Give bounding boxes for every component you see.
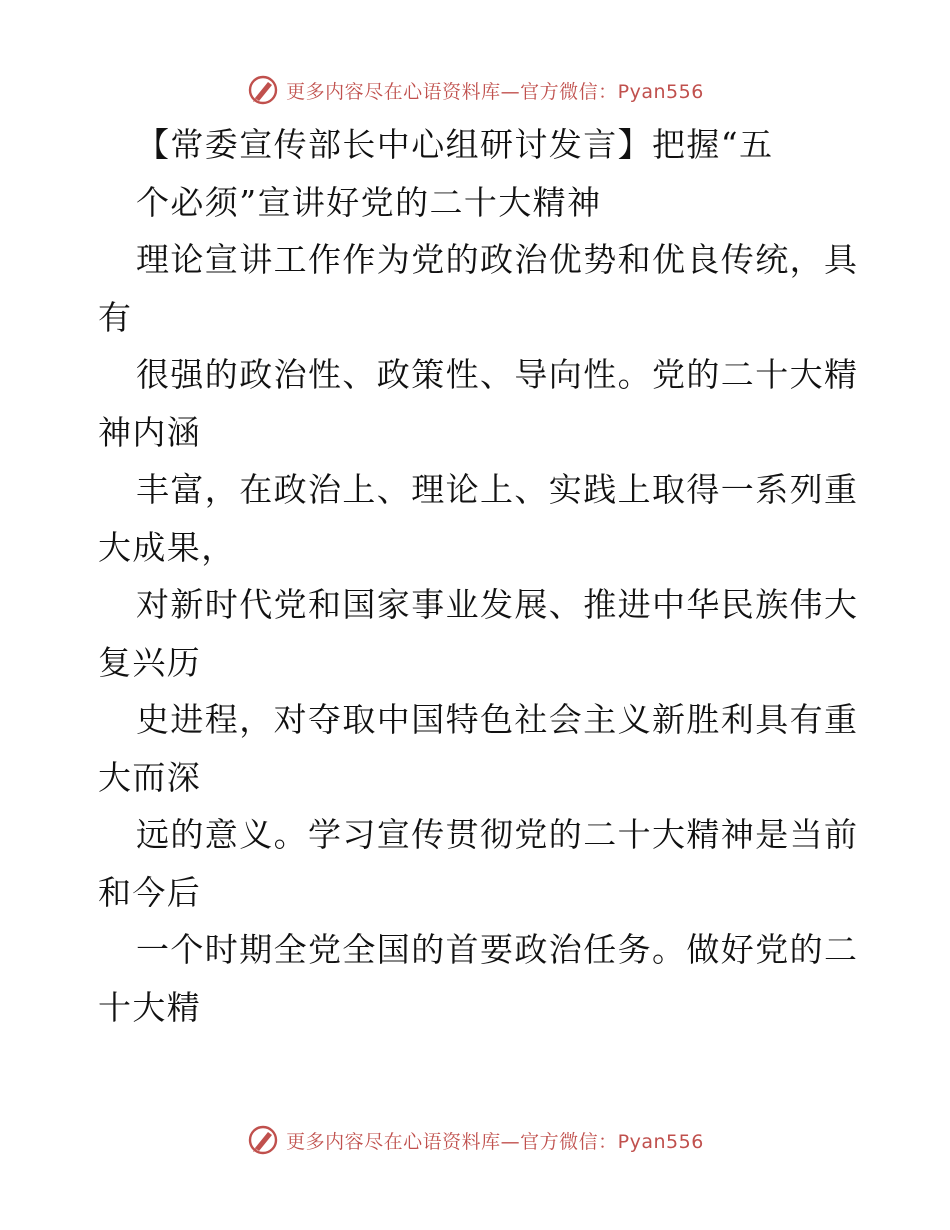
text-line: 很强的政治性、政策性、导向性。党的二十大精 (136, 355, 859, 394)
pen-logo-icon (246, 73, 280, 107)
text-line: 个必须”宣讲好党的二十大精神 (136, 182, 602, 222)
text-line: 史进程，对夺取中国特色社会主义新胜利具有重 (136, 700, 859, 739)
watermark-text: 更多内容尽在心语资料库—官方微信：Pyan556 (286, 80, 704, 103)
footer-watermark (0, 1120, 950, 1160)
text-line: 丰富，在政治上、理论上、实践上取得一系列重 (136, 470, 859, 509)
watermark-text: 更多内容尽在心语资料库—官方微信：Pyan556 (286, 1130, 704, 1153)
text-line: 有 (98, 297, 133, 337)
text-line: 一个时期全党全国的首要政治任务。做好党的二 (136, 930, 859, 969)
header-watermark (0, 70, 950, 110)
text-line: 对新时代党和国家事业发展、推进中华民族伟大 (136, 585, 859, 624)
document-body (98, 116, 858, 1036)
text-line: 远的意义。学习宣传贯彻党的二十大精神是当前 (136, 815, 859, 854)
text-line: 和今后 (98, 872, 202, 912)
pen-logo-icon (246, 1123, 280, 1157)
text-line: 十大精 (98, 987, 202, 1027)
text-line: 神内涵 (98, 412, 202, 452)
text-line: 复兴历 (98, 642, 202, 682)
text-line: 大而深 (98, 757, 202, 797)
text-line: 【常委宣传部长中心组研讨发言】把握“五 (136, 125, 774, 164)
text-line: 大成果， (98, 527, 236, 567)
text-line: 理论宣讲工作作为党的政治优势和优良传统，具 (136, 240, 859, 279)
